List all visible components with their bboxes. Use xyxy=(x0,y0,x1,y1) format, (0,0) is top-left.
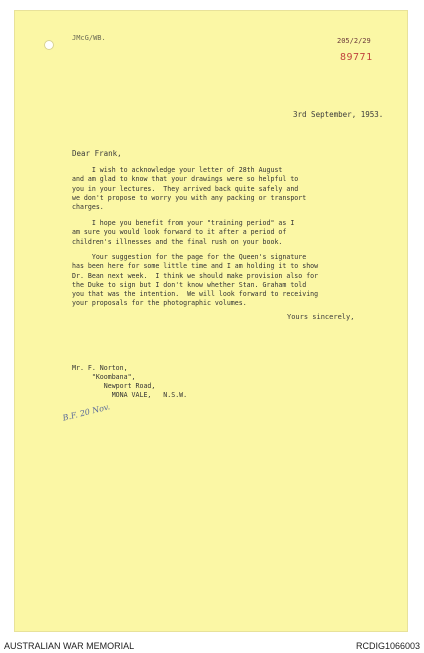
footer-institution: AUSTRALIAN WAR MEMORIAL xyxy=(4,641,135,651)
paragraph-line: you in your lectures. They arrived back quite safely and xyxy=(72,184,299,193)
letter-sheet xyxy=(14,10,408,632)
paragraph-line: am sure you would look forward to it after a period of xyxy=(72,228,287,237)
address-line: Mr. F. Norton, xyxy=(72,364,128,372)
paragraph-line: Your suggestion for the page for the Queen's signature xyxy=(72,253,307,261)
handwritten-note: B.F. 20 Nov. xyxy=(61,402,111,423)
paragraph-line: I hope you benefit from your "training period" as I xyxy=(72,219,295,227)
paragraph-line: your proposals for the photographic volumes. xyxy=(72,299,247,308)
paragraph-3 xyxy=(72,253,392,309)
closing: Yours sincerely, xyxy=(287,313,355,321)
paragraph-line: children's illnesses and the final rush on your book. xyxy=(72,237,283,246)
recipient-address xyxy=(72,364,187,400)
paragraph-line: we don't propose to worry you with any packing or transport xyxy=(72,193,307,202)
letter-date: 3rd September, 1953. xyxy=(293,110,384,119)
paragraph-2 xyxy=(72,219,392,247)
address-line: "Koombana", xyxy=(72,373,136,381)
paragraph-line: you that was the intention. We will look forward to receiving xyxy=(72,290,319,299)
paragraph-line: Dr. Bean next week. I think we should make provision also for xyxy=(72,271,319,280)
paragraph-line: has been here for some little time and I am holding it to show xyxy=(72,262,319,271)
stamp-number: 89771 xyxy=(340,52,373,63)
paragraph-line: the Duke to sign but I don't know whether Stan. Graham told xyxy=(72,280,307,289)
address-line: MONA VALE, N.S.W. xyxy=(72,391,188,399)
paragraph-line: I wish to acknowledge your letter of 28th August xyxy=(72,166,283,174)
salutation: Dear Frank, xyxy=(72,149,122,158)
paragraph-line: and am glad to know that your drawings were so helpful to xyxy=(72,175,299,184)
paragraph-line: charges. xyxy=(72,203,104,212)
paragraph-1 xyxy=(72,166,392,212)
file-reference: 205/2/29 xyxy=(337,37,371,45)
reference-initials: JMcG/WB. xyxy=(72,34,106,42)
punch-hole xyxy=(44,40,54,50)
footer-record-id: RCDIG1066003 xyxy=(355,641,420,651)
address-line: Newport Road, xyxy=(72,382,156,390)
